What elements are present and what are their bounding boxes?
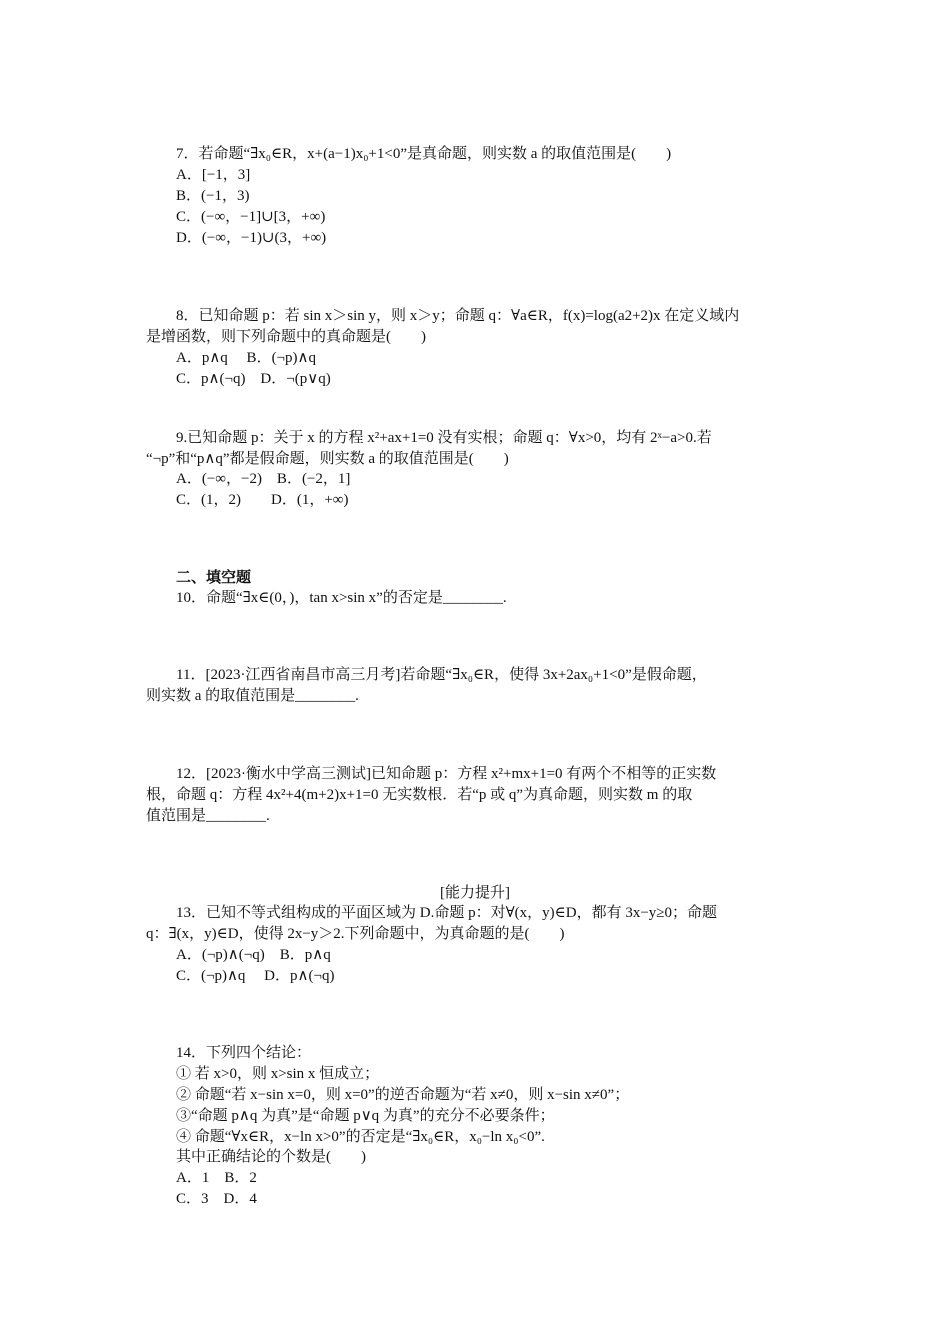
q13-options-ab: A．(¬p)∧(¬q) B．p∧q xyxy=(176,947,331,963)
q9-stem-line2: “¬p”和“p∧q”都是假命题，则实数 a 的取值范围是( ) xyxy=(146,451,509,467)
q9-stem-line1: 9.已知命题 p：关于 x 的方程 x²+ax+1=0 没有实根；命题 q：∀x>0，均有 2ˣ−a>0.若 xyxy=(176,430,712,446)
q8-stem-line2: 是增函数，则下列命题中的真命题是( ) xyxy=(146,329,426,345)
q14-question: 其中正确结论的个数是( ) xyxy=(176,1149,366,1165)
q13-stem-line1: 13．已知不等式组构成的平面区域为 D.命题 p：对∀(x，y)∈D，都有 3x−y≥0；命题 xyxy=(176,905,718,921)
q14-item-4: ④ 命题“∀x∈R，x−ln x>0”的否定是“∃x₀∈R，x₀−ln x₀<0”. xyxy=(176,1129,545,1145)
q9-options-cd: C．(1，2) D．(1，+∞) xyxy=(176,492,349,508)
q12-stem-line1: 12．[2023·衡水中学高三测试]已知命题 p：方程 x²+mx+1=0 有两个不相等的正实数 xyxy=(176,766,717,782)
q14-item-1: ① 若 x>0，则 x>sin x 恒成立； xyxy=(176,1066,380,1082)
q14-options-cd: C．3 D．4 xyxy=(176,1191,257,1207)
q7-option-b: B．(−1，3) xyxy=(176,188,250,204)
q7-option-c: C．(−∞，−1]∪[3，+∞) xyxy=(176,209,326,225)
q12-stem-line3: 值范围是________. xyxy=(146,808,270,824)
q9-options-ab: A．(−∞，−2) B．(−2，1] xyxy=(176,471,351,487)
q13-options-cd: C．(¬p)∧q D．p∧(¬q) xyxy=(176,968,335,984)
q13-stem-line2: q：∃(x，y)∈D，使得 2x−y＞2.下列命题中，为真命题的是( ) xyxy=(146,926,565,942)
q8-options-cd: C．p∧(¬q) D．¬(p∨q) xyxy=(176,371,331,387)
ability-heading: [能力提升] xyxy=(440,885,510,901)
q14-stem: 14．下列四个结论： xyxy=(176,1045,312,1061)
q14-options-ab: A．1 B．2 xyxy=(176,1170,257,1186)
section2-heading: 二、填空题 xyxy=(176,570,252,586)
q14-item-3: ③“命题 p∧q 为真”是“命题 p∨q 为真”的充分不必要条件； xyxy=(176,1108,555,1124)
q10-stem: 10．命题“∃x∈(0，)，tan x>sin x”的否定是________. xyxy=(176,590,507,606)
q14-item-2: ② 命题“若 x−sin x=0，则 x=0”的逆否命题为“若 x≠0，则 x−sin x≠0”； xyxy=(176,1087,630,1103)
q7-option-a: A．[−1，3] xyxy=(176,167,251,183)
q8-stem-line1: 8．已知命题 p：若 sin x＞sin y，则 x＞y；命题 q：∀a∈R，f(x)=log(a2+2)x 在定义域内 xyxy=(176,308,740,324)
q12-stem-line2: 根，命题 q：方程 4x²+4(m+2)x+1=0 无实数根．若“p 或 q”为真命题，则实数 m 的取 xyxy=(146,787,693,803)
q11-stem-line1: 11．[2023·江西省南昌市高三月考]若命题“∃x₀∈R，使得 3x+2ax₀+1<0”是假命题， xyxy=(176,667,707,683)
q7-stem: 7．若命题“∃x₀∈R，x+(a−1)x₀+1<0”是真命题，则实数 a 的取值范围是( ) xyxy=(176,146,672,162)
q7-option-d: D．(−∞，−1)∪(3，+∞) xyxy=(176,230,327,246)
q8-options-ab: A．p∧q B．(¬p)∧q xyxy=(176,350,316,366)
q11-stem-line2: 则实数 a 的取值范围是________. xyxy=(146,688,359,704)
